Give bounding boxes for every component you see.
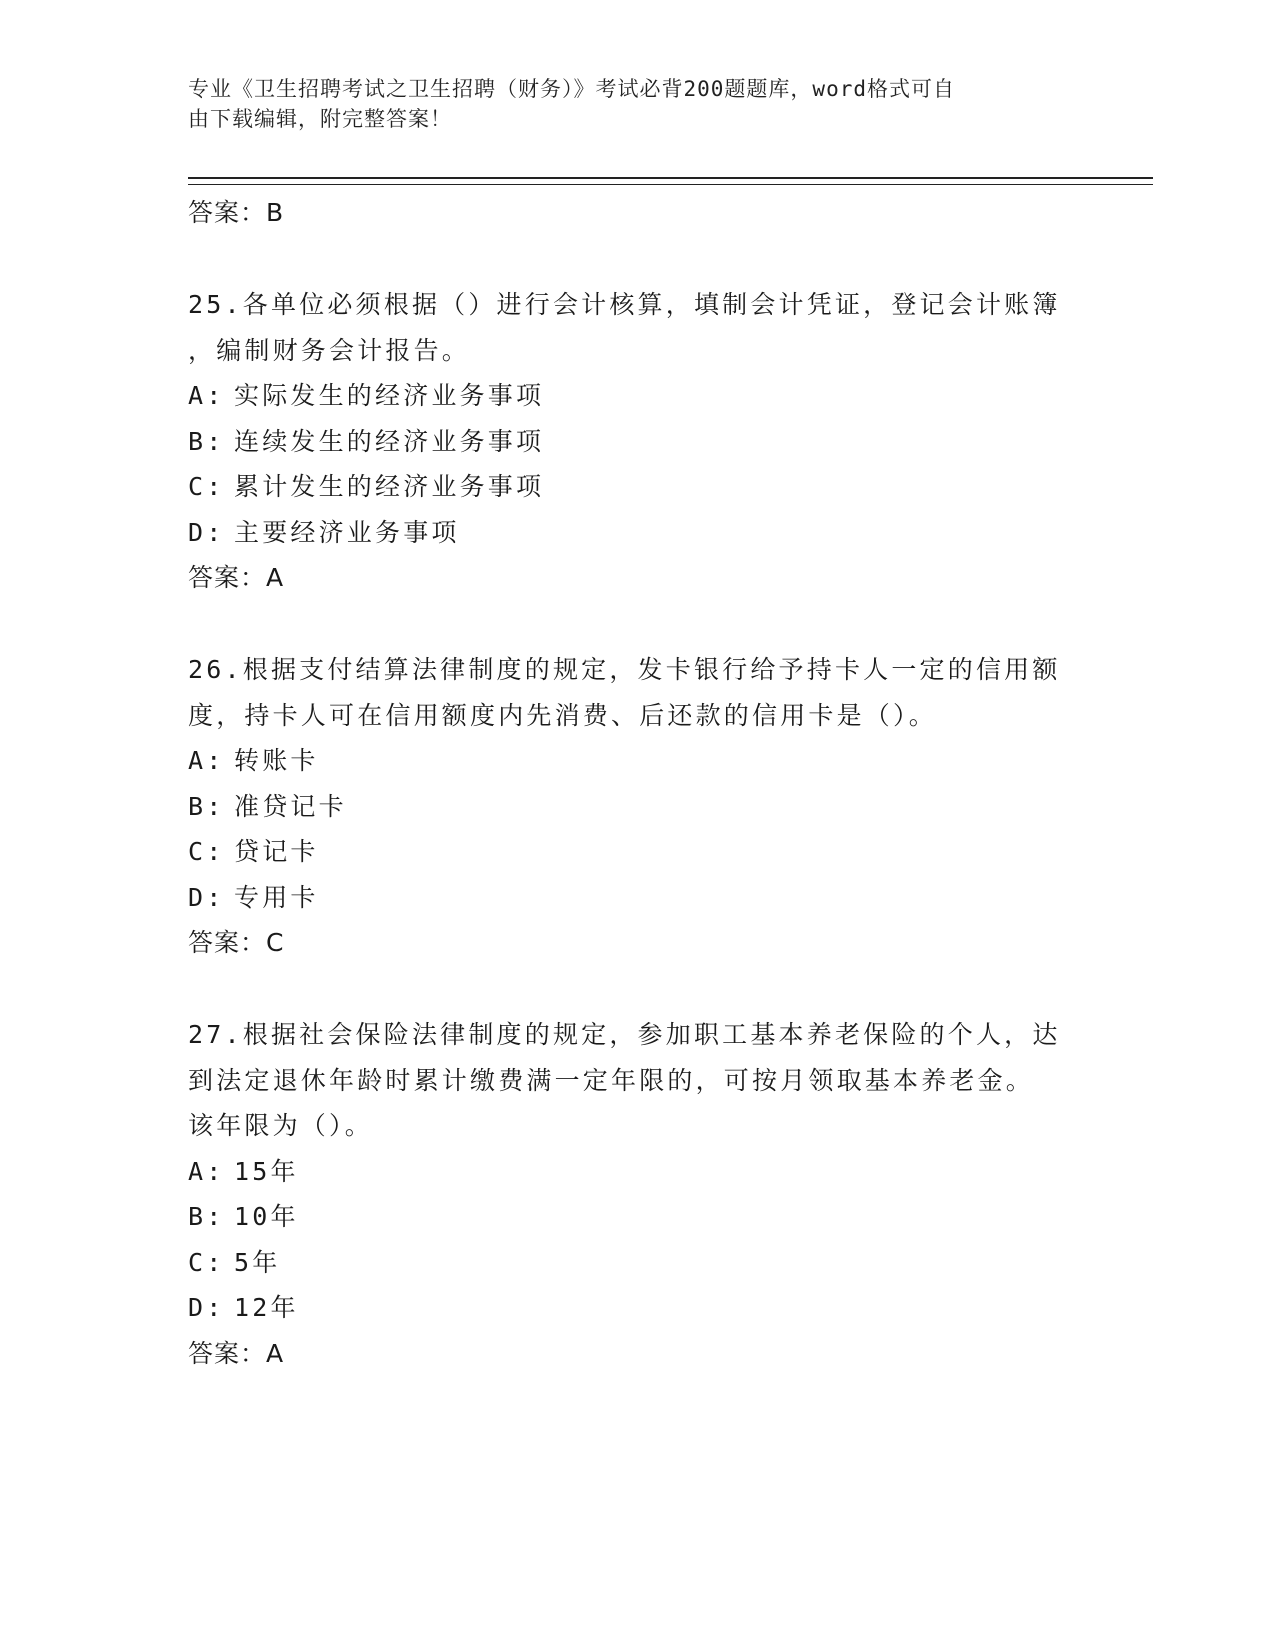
- question-line: 27.根据社会保险法律制度的规定，参加职工基本养老保险的个人，达: [188, 1020, 1061, 1049]
- answer-label: 答案：: [188, 198, 267, 227]
- answer-label: 答案：: [188, 1338, 267, 1368]
- option-text: 主要经济业务事项: [234, 517, 460, 547]
- option-d: [188, 510, 1088, 556]
- option-letter: B:: [188, 791, 225, 821]
- option-text: 累计发生的经济业务事项: [234, 472, 545, 501]
- option-letter: D:: [188, 882, 225, 912]
- option-b: [188, 419, 1088, 465]
- answer-value: A: [266, 563, 285, 592]
- answer-value: C: [266, 928, 285, 957]
- option-letter: C:: [188, 472, 225, 501]
- question-line: 26.根据支付结算法律制度的规定，发卡银行给予持卡人一定的信用额: [188, 655, 1061, 684]
- question-25: [188, 282, 1088, 600]
- question-line: 度，持卡人可在信用额度内先消费、后还款的信用卡是（）。: [188, 700, 937, 730]
- question-answer: [188, 555, 1088, 600]
- option-text: 实际发生的经济业务事项: [234, 381, 545, 410]
- answer-label: 答案：: [188, 928, 267, 957]
- option-letter: A:: [188, 381, 225, 410]
- previous-answer: [188, 190, 1088, 235]
- option-b: [188, 1194, 1088, 1240]
- question-line: 25.各单位必须根据（）进行会计核算，填制会计凭证，登记会计账簿: [188, 290, 1061, 319]
- option-c: [188, 1240, 1088, 1286]
- option-letter: D:: [188, 1293, 225, 1322]
- option-d: [188, 875, 1088, 921]
- option-letter: A:: [188, 1156, 225, 1186]
- option-text: 贷记卡: [234, 837, 319, 866]
- question-answer: [188, 1331, 1088, 1376]
- question-text: [188, 1012, 1088, 1149]
- option-text: 10年: [234, 1202, 299, 1231]
- question-text: [188, 282, 1088, 373]
- option-a: [188, 373, 1088, 419]
- option-c: [188, 829, 1088, 875]
- header-divider: [188, 177, 1153, 185]
- document-body: [188, 190, 1088, 1376]
- option-b: [188, 784, 1088, 830]
- option-a: [188, 738, 1088, 784]
- option-letter: B:: [188, 426, 225, 456]
- question-27: [188, 1012, 1088, 1376]
- option-text: 5年: [234, 1247, 281, 1277]
- option-text: 准贷记卡: [234, 791, 347, 821]
- answer-label: 答案：: [188, 563, 267, 592]
- option-list: [188, 1149, 1088, 1331]
- option-list: [188, 373, 1088, 555]
- header-line-1: 专业《卫生招聘考试之卫生招聘（财务）》考试必背200题题库，word格式可自: [188, 77, 955, 101]
- answer-value: A: [266, 1338, 285, 1368]
- option-text: 12年: [234, 1293, 299, 1322]
- option-c: [188, 464, 1088, 510]
- option-letter: A:: [188, 746, 225, 775]
- option-d: [188, 1285, 1088, 1331]
- option-letter: B:: [188, 1202, 225, 1231]
- answer-value: B: [266, 198, 285, 227]
- option-letter: C:: [188, 837, 225, 866]
- question-line: ，编制财务会计报告。: [188, 335, 471, 365]
- question-26: [188, 647, 1088, 965]
- question-line: 到法定退休年龄时累计缴费满一定年限的，可按月领取基本养老金。: [188, 1065, 1035, 1095]
- option-text: 连续发生的经济业务事项: [234, 426, 545, 456]
- option-letter: C:: [188, 1247, 225, 1277]
- option-list: [188, 738, 1088, 920]
- question-answer: [188, 920, 1088, 965]
- option-a: [188, 1149, 1088, 1195]
- question-line: 该年限为（）。: [188, 1111, 373, 1140]
- option-text: 转账卡: [234, 746, 319, 775]
- option-text: 15年: [234, 1156, 299, 1186]
- question-text: [188, 647, 1088, 738]
- option-letter: D:: [188, 517, 225, 547]
- page-header: [188, 74, 1068, 134]
- option-text: 专用卡: [234, 882, 319, 912]
- header-line-2: 由下载编辑，附完整答案！: [188, 107, 452, 131]
